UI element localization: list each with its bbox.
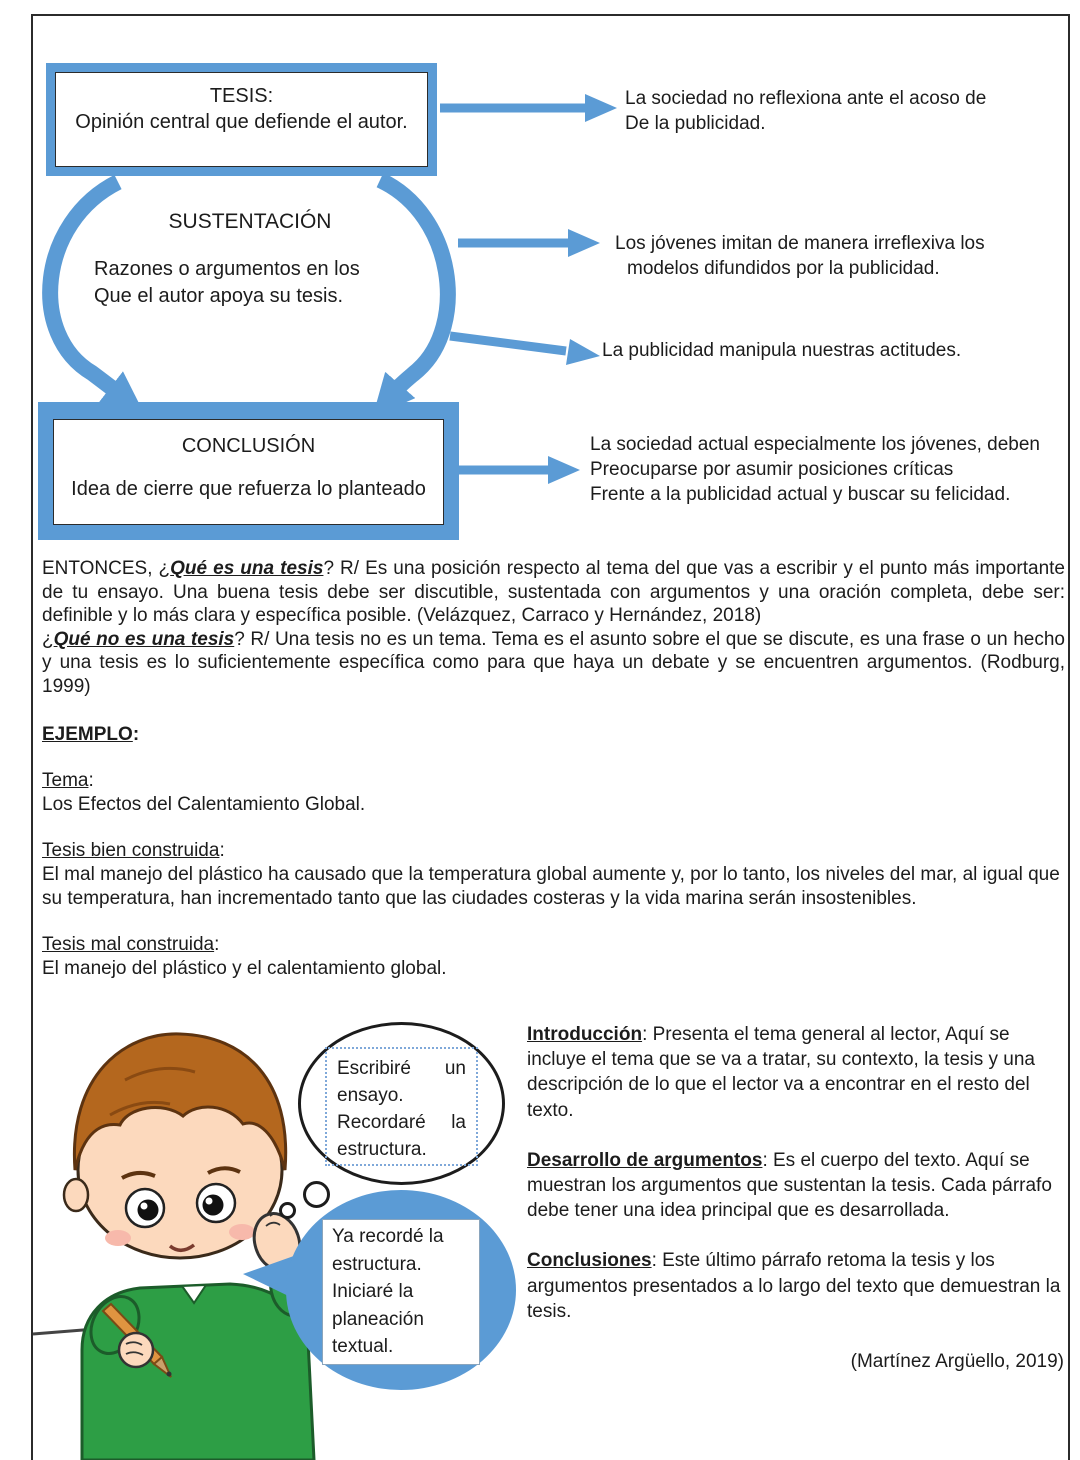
desarrollo-label: Desarrollo de argumentos	[527, 1149, 763, 1171]
callout-tesis	[625, 86, 986, 136]
callout-tesis-line-2: De la publicidad.	[625, 113, 766, 134]
right-arrow-icon	[458, 456, 580, 484]
sustentacion-line-1: Razones o argumentos en los	[94, 258, 360, 280]
conclusion-text: Idea de cierre que refuerza lo planteado	[71, 478, 426, 500]
sustentacion-line-2: Que el autor apoya su tesis.	[94, 285, 344, 307]
citation: (Martínez Argüello, 2019)	[850, 1351, 1064, 1373]
example-heading-row	[42, 723, 1065, 747]
definition-q2-prefix: ¿	[42, 628, 54, 650]
tesis-box	[46, 63, 437, 176]
callout-sust1-line-2: modelos difundidos por la publicidad.	[627, 258, 940, 279]
thought-dot-small	[279, 1202, 296, 1219]
conclusion-title: CONCLUSIÓN	[181, 435, 316, 457]
good-thesis-label-row	[42, 839, 1065, 863]
callout-conclusion-line-1: La sociedad actual especialmente los jóvenes, deben	[590, 434, 1040, 455]
thought-bubble-text: Escribiré un ensayo. Recordaré la estructura.	[325, 1047, 478, 1166]
conclusiones-label: Conclusiones	[527, 1250, 652, 1272]
right-arrow-icon	[440, 94, 617, 122]
blush-left	[105, 1230, 131, 1246]
definition-answer-1: ? R/ Es una posición respecto al tema del que vas a escribir y el punto más importante de tu ensayo. Una buena tesis debe ser discutible, sustentada con argumentos y una oración completa, debe ser: definible y lo más clara y específica posible. (Velázquez, Carraco y Hernández, 2018)	[42, 558, 1065, 627]
body-text	[42, 557, 1065, 980]
callout-tesis-line-1: La sociedad no reflexiona ante el acoso de	[625, 88, 987, 109]
introduccion-text: : Presenta el tema general al lector, Aquí se incluye el tema que se va a tratar, su contexto, la tesis y una descripción de lo que el lector va a encontrar en el resto del texto.	[527, 1024, 1035, 1121]
boy-head	[64, 1034, 286, 1258]
bad-thesis-label-row	[42, 933, 1065, 957]
sustentacion-text	[94, 256, 360, 310]
desarrollo-paragraph	[527, 1148, 1064, 1224]
tesis-box-inner	[55, 72, 428, 167]
conclusiones-text: : Este último párrafo retoma la tesis y los argumentos presentados a lo largo del texto que demuestran la tesis.	[527, 1250, 1061, 1322]
bad-thesis-block	[42, 933, 1065, 980]
bad-thesis-colon: :	[214, 934, 220, 956]
definition-question-2: Qué no es una tesis	[53, 628, 235, 650]
conclusion-box	[38, 402, 459, 540]
tema-colon: :	[88, 770, 94, 792]
thought-dot-big	[303, 1181, 330, 1208]
bad-thesis-text: El manejo del plástico y el calentamiento global.	[42, 957, 447, 979]
example-heading-colon: :	[132, 723, 140, 745]
definition-question-1: Qué es una tesis	[170, 558, 324, 579]
callout-sust1-line-1: Los jóvenes imitan de manera irreflexiva los	[615, 233, 985, 254]
good-thesis-text: El mal manejo del plástico ha causado que la temperatura global aumente y, por lo tanto, los niveles del mar, al igual que su temperatura, han incrementado tanto que las ciudades costeras y la vida marina serán insostenibles.	[42, 863, 1060, 909]
definition-paragraph	[42, 557, 1065, 699]
good-thesis-block	[42, 839, 1065, 910]
tema-label: Tema	[42, 770, 89, 792]
good-thesis-colon: :	[219, 840, 225, 862]
callout-conclusion-line-2: Preocuparse por asumir posiciones críticas	[590, 459, 954, 480]
callout-sustentacion-2: La publicidad manipula nuestras actitudes.	[602, 340, 962, 361]
conclusiones-paragraph	[527, 1248, 1064, 1324]
conclusion-box-inner	[53, 419, 444, 525]
blush-right	[229, 1224, 255, 1240]
left-hand	[119, 1333, 153, 1367]
right-arrow-icon	[450, 336, 600, 365]
example-heading: EJEMPLO	[42, 723, 133, 745]
desarrollo-text: : Es el cuerpo del texto. Aquí se muestran los argumentos que sustentan la tesis. Cada párrafo debe tener una idea principal que es desarrollada.	[527, 1149, 1052, 1222]
definition-answer-2: ? R/ Una tesis no es un tema. Tema es el asunto sobre el que se discute, es una frase o un hecho y una tesis es lo suficientemente específica como para que haya un debate y se encuentren argumentos. (Rodburg, 1999)	[42, 628, 1065, 697]
bad-thesis-label: Tesis mal construida	[42, 934, 215, 956]
introduccion-label: Introducción	[527, 1024, 643, 1045]
tema-label-row	[42, 769, 1065, 793]
essay-structure-column	[527, 1022, 1064, 1399]
tesis-title: TESIS:	[209, 85, 274, 107]
tema-text: Los Efectos del Calentamiento Global.	[42, 793, 366, 815]
callout-conclusion-line-3: Frente a la publicidad actual y buscar su felicidad.	[590, 484, 1011, 505]
good-thesis-label: Tesis bien construida	[42, 840, 220, 862]
callout-sustentacion-1	[615, 231, 985, 281]
tesis-text: Opinión central que defiende el autor.	[75, 111, 408, 133]
tema-block	[42, 769, 1065, 816]
definition-intro: ENTONCES, ¿	[42, 558, 171, 579]
right-arrow-icon	[458, 229, 600, 257]
introduccion-paragraph	[527, 1022, 1064, 1123]
sustentacion-title: SUSTENTACIÓN	[168, 210, 332, 233]
callout-conclusion	[590, 432, 1040, 507]
ear	[64, 1179, 88, 1211]
thought-bubble	[298, 1022, 505, 1185]
speech-bubble-text: Ya recordé la estructura. Iniciaré la planeación textual.	[322, 1219, 480, 1365]
